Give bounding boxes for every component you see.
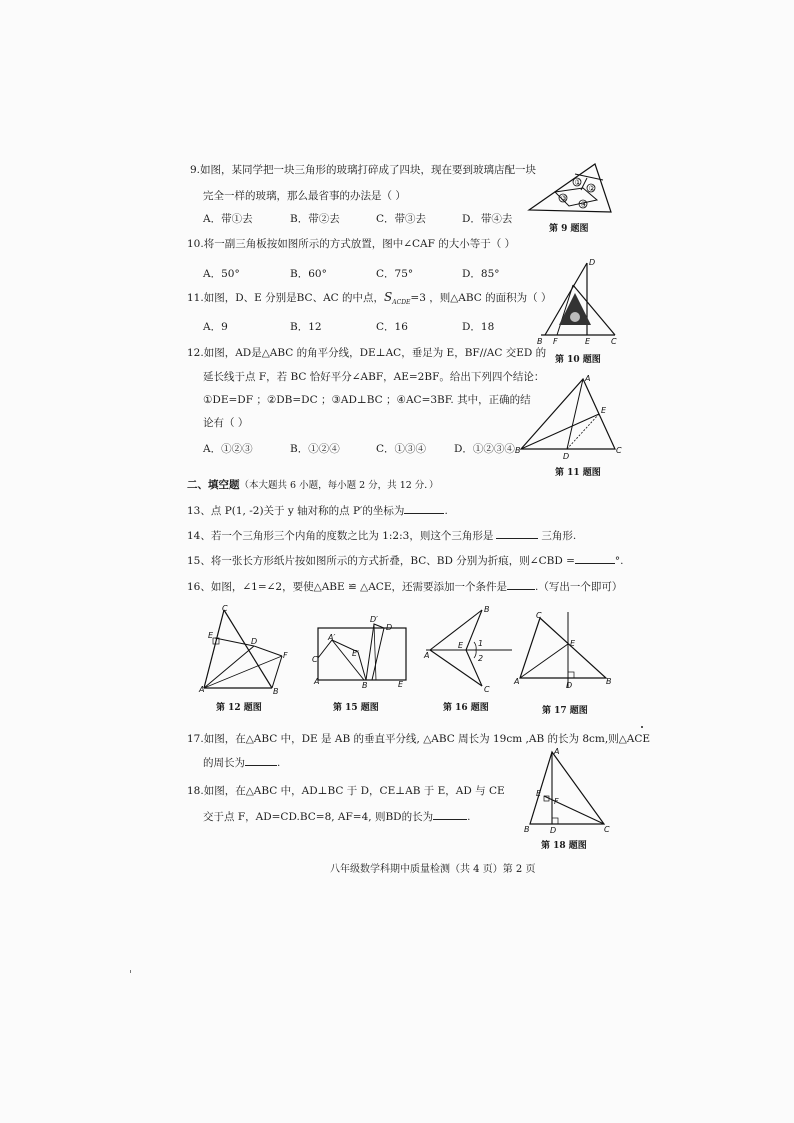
q9-option-d: D．带④去 [462, 213, 513, 225]
q12-option-c: C．①③④ [376, 443, 427, 455]
q12-line1: 12.如图，AD是△ABC 的角平分线，DE⊥AC，垂足为 E，BF//AC 交ED 的 [187, 347, 547, 359]
q11-option-c: C．16 [376, 321, 408, 333]
fig17-label-c: C [536, 611, 542, 620]
fig15-label-b: B [362, 681, 368, 690]
q12-line2: 延长线于点 F，若 BC 恰好平分∠ABF，AE=2BF。给出下列四个结论： [203, 371, 545, 383]
fig10-label-c: C [611, 337, 617, 346]
fig12-label-a: A [199, 685, 205, 694]
fig10-caption: 第 10 题图 [555, 355, 601, 365]
q11-option-d: D．18 [462, 321, 495, 333]
fig16-caption: 第 16 题图 [443, 703, 489, 713]
q14-text: 14、若一个三角形三个内角的度数之比为 1:2:3，则这个三角形是 [187, 530, 494, 542]
section2-header [187, 478, 439, 493]
q10-option-a: A．50° [203, 268, 240, 280]
q16-text: 16、如图，∠1=∠2，要使△ABE ≌ △ACE，还需要添加一个条件是 [187, 581, 507, 593]
q14-answer-blank[interactable] [496, 538, 538, 539]
q11-option-a: A．9 [203, 321, 228, 333]
fig17-caption: 第 17 题图 [542, 706, 588, 716]
q13-answer-blank[interactable] [404, 513, 444, 514]
fig16-label-a: A [424, 651, 430, 660]
fig9-label-2: ② [588, 184, 596, 193]
fig11-label-c: C [616, 446, 622, 455]
q17-text: 的周长为 [203, 757, 245, 769]
fig12-label-d: D [251, 637, 258, 646]
q11-text-end: =3 ，则△ABC 的面积为（ ） [410, 292, 552, 304]
scan-speck [130, 970, 131, 973]
fig15-label-a: A [314, 677, 320, 686]
q17-line1: 17.如图，在△ABC 中，DE 是 AB 的垂直平分线, △ABC 周长为 19cm ,AB 的长为 8cm,则△ACE [187, 733, 651, 745]
fig11-label-a: A [585, 374, 591, 383]
fig16-angle-1: 1 [478, 639, 484, 648]
fig15-label-d: D [386, 623, 393, 632]
q18-end: . [467, 811, 471, 823]
fig9-broken-glass-figure [525, 158, 615, 220]
q14-line [187, 529, 576, 543]
fig12-label-e: E [208, 631, 214, 640]
q13-text: 13、点 P(1, -2)关于 y 轴对称的点 P′的坐标为 [187, 505, 405, 517]
q17-line2 [203, 756, 280, 770]
fig9-label-4: ④ [580, 200, 588, 209]
q12-line4: 论有（ ） [203, 417, 249, 429]
q11-text: 11.如图，D、E 分别是BC、AC 的中点， [187, 292, 385, 304]
fig18-label-c: C [604, 825, 610, 834]
fig12-label-f: F [283, 651, 288, 660]
fig18-label-a: A [554, 747, 560, 756]
q9-line1: 9.如图，某同学把一块三角形的玻璃打碎成了四块，现在要到玻璃店配一块 [190, 164, 537, 176]
fig15-folded-paper-figure [310, 612, 410, 692]
fig11-caption: 第 11 题图 [555, 468, 601, 478]
q14-end: 三角形. [541, 530, 577, 542]
section2-note: （本大题共 6 小题，每小题 2 分，共 12 分．） [239, 480, 439, 491]
q15-end: °. [614, 555, 624, 567]
q10-line1: 10.将一副三角板按如图所示的方式放置，图中∠CAF 的大小等于（ ） [187, 238, 516, 250]
fig18-label-f: F [554, 797, 559, 806]
fig17-label-a: A [514, 677, 520, 686]
q18-answer-blank[interactable] [433, 819, 467, 820]
fig17-triangle-figure [512, 610, 612, 690]
fig16-label-c: C [484, 685, 490, 694]
fig16-label-b: B [484, 605, 490, 614]
q18-text: 交于点 F，AD=CD.BC=8, AF=4, 则BD的长为 [203, 811, 434, 823]
q13-end: . [444, 505, 448, 517]
fig11-label-b: B [515, 446, 521, 455]
fig18-label-e: E [536, 789, 542, 798]
q17-answer-blank[interactable] [245, 765, 277, 766]
fig10-label-f: F [553, 337, 558, 346]
q18-line1: 18.如图，在△ABC 中，AD⊥BC 于 D，CE⊥AB 于 E，AD 与 CE [187, 785, 505, 797]
fig18-triangle-figure [522, 746, 612, 834]
page-footer: 八年级数学科期中质量检测（共 4 页）第 2 页 [330, 864, 536, 875]
q15-answer-blank[interactable] [575, 563, 615, 564]
fig10-label-d: D [589, 258, 596, 267]
q15-line [187, 554, 623, 568]
fig17-label-e: E [570, 639, 576, 648]
fig15-label-a-prime: A′ [328, 633, 336, 642]
fig17-label-b: B [606, 677, 612, 686]
q11-area-subscript: ACDE [392, 299, 411, 307]
q15-text: 15、将一张长方形纸片按如图所示的方式折叠，BC、BD 分别为折痕，则∠CBD = [187, 555, 575, 567]
fig15-label-c: C [312, 655, 318, 664]
fig16-angle-figure [422, 604, 514, 694]
fig11-label-e: E [601, 406, 607, 415]
fig18-label-d: D [550, 826, 557, 835]
fig12-label-b: B [273, 687, 279, 696]
q16-end: .（写出一个即可） [534, 581, 623, 593]
q9-option-a: A．带①去 [203, 213, 253, 225]
q12-option-d: D．①②③④ [454, 443, 515, 455]
fig10-label-e: E [585, 337, 591, 346]
q11-area-symbol: S [384, 290, 393, 304]
fig9-label-3: ③ [560, 194, 568, 203]
q11-option-b: B．12 [290, 321, 322, 333]
fig15-caption: 第 15 题图 [333, 703, 379, 713]
fig18-label-b: B [524, 825, 530, 834]
q10-option-c: C．75° [376, 268, 414, 280]
fig15-label-e-prime: E′ [352, 649, 359, 658]
fig12-triangle-figure [198, 604, 290, 696]
scan-speck [641, 726, 643, 728]
q12-line3: ①DE=DF ；②DB=DC ；③AD⊥BC ；④AC=3BF. 其中，正确的结 [203, 394, 531, 406]
q10-option-b: B．60° [290, 268, 327, 280]
q16-answer-blank[interactable] [507, 589, 535, 590]
q9-option-b: B．带②去 [290, 213, 340, 225]
fig17-label-d: D [566, 681, 573, 690]
fig12-label-c: C [222, 604, 228, 613]
fig9-label-1: ① [574, 178, 582, 187]
fig15-label-d-prime: D′ [370, 615, 378, 624]
fig9-caption: 第 9 题图 [549, 224, 589, 234]
fig16-angle-2: 2 [478, 654, 484, 663]
q9-option-c: C．带③去 [376, 213, 427, 225]
q12-option-a: A．①②③ [203, 443, 253, 455]
q10-option-d: D．85° [462, 268, 500, 280]
section2-title: 二、填空题 [187, 479, 240, 491]
q16-line [187, 580, 622, 594]
fig12-caption: 第 12 题图 [216, 703, 262, 713]
q12-option-b: B．①②④ [290, 443, 340, 455]
q11-line1 [187, 290, 551, 310]
fig16-label-e: E [458, 641, 464, 650]
fig11-label-d: D [563, 452, 570, 461]
q9-line2: 完全一样的玻璃，那么最省事的办法是（ ） [203, 190, 406, 202]
fig15-label-e: E [398, 680, 404, 689]
q17-end: . [277, 757, 281, 769]
q13-line [187, 504, 448, 518]
fig10-label-b: B [537, 337, 543, 346]
fig18-caption: 第 18 题图 [541, 841, 587, 851]
q18-line2 [203, 810, 470, 824]
fig11-triangle-figure [515, 373, 625, 459]
